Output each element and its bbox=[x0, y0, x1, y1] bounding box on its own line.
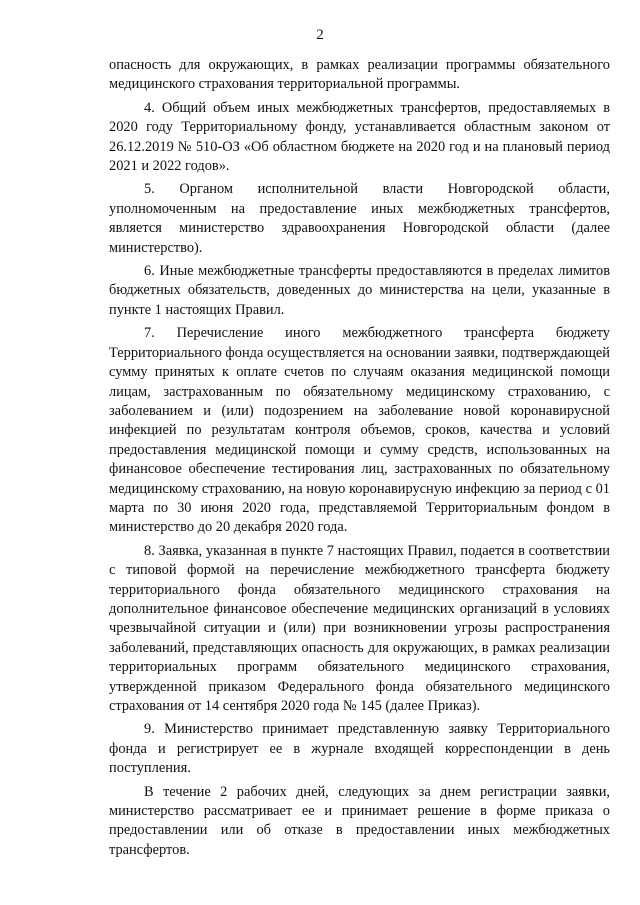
paragraph-continuation: опасность для окружающих, в рамках реализации программы обязательного медицинского страхования территориальной программы. bbox=[109, 57, 610, 93]
paragraph-item-5: 5. Органом исполнительной власти Новгородской области, уполномоченным на предоставление иных межбюджетных трансфертов, является министерство здравоохранения Новгородской области (далее министерство). bbox=[109, 181, 610, 256]
paragraph-item-4: 4. Общий объем иных межбюджетных трансфертов, предоставляемых в 2020 году Территориальному фонду, устанавливается областным законом от 26.12.2019 № 510-ОЗ «Об областном бюджете на 2020 год и на плановый период 2021 и 2022 годов». bbox=[109, 99, 610, 175]
paragraph-item-8: 8. Заявка, указанная в пункте 7 настоящих Правил, подается в соответствии с типовой формой на перечисление межбюджетного трансферта бюджету территориального фонда обязательного медицинского страхования на дополнительное финансовое обеспечение медицинских организаций в условиях чрезвычайной ситуации и (или) при возникновении угрозы распространения заболеваний, представляющих опасность для окружающих, в рамках реализации территориальных программ обязательного медицинского страхования, утвержденной приказом Федерального фонда обязательного медицинского страхования от 14 сентября 2020 года № 145 (далее Приказ). bbox=[109, 542, 610, 714]
page-number: 2 bbox=[316, 27, 324, 43]
paragraph-review-term: В течение 2 рабочих дней, следующих за днем регистрации заявки, министерство рассматривает ее и принимает решение в форме приказа о предоставлении или об отказе в предоставлении иных межбюджетных трансфертов. bbox=[109, 783, 610, 858]
paragraph-item-7: 7. Перечисление иного межбюджетного трансферта бюджету Территориального фонда осуществляется на основании заявки, подтверждающей сумму принятых к оплате счетов по случаям оказания медицинской помощи лицам, застрахованным по обязательному медицинскому страхованию, с заболеванием и (или) подозрением на заболевание новой коронавирусной инфекцией по результатам контроля объемов, сроков, качества и условий предоставления медицинской помощи и сумму средств, использованных на финансовое обеспечение тестирования лиц, застрахованных по обязательному медицинскому страхованию, на новую коронавирусную инфекцию за период с 01 марта по 30 июня 2020 года, представляемой Территориальным фондом в министерство до 20 декабря 2020 года. bbox=[109, 325, 610, 536]
paragraph-item-6: 6. Иные межбюджетные трансферты предоставляются в пределах лимитов бюджетных обязательств, доведенных до министерства на цели, указанные в пункте 1 настоящих Правил. bbox=[109, 263, 610, 318]
paragraph-item-9: 9. Министерство принимает представленную заявку Территориального фонда и регистрирует ее в журнале входящей корреспонденции в день поступления. bbox=[109, 721, 610, 777]
document-body bbox=[109, 56, 610, 860]
